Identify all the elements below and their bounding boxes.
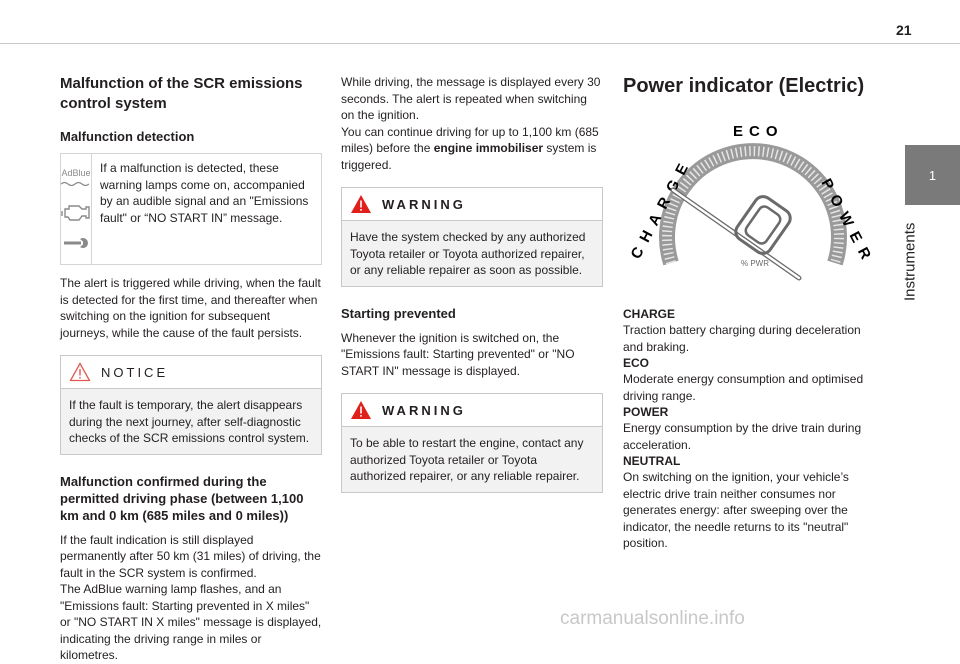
warning-text-1: Have the system checked by any authorized Toyota retailer or Toyota authorized repairer, or any reliable repairer as soon as possible. <box>350 230 586 277</box>
malfunction-confirmed-subheading: Malfunction confirmed during the permitted driving phase (between 1,100 km and 0 km (685 miles and 0 miles)) <box>60 473 304 523</box>
warning-lamps-description: If a malfunction is detected, these warning lamps come on, accompanied by an audible signal and an "Emissions fault" or “NO START IN” message. <box>100 161 309 225</box>
power-indicator-heading: Power indicator (Electric) <box>623 75 865 97</box>
notice-box <box>60 355 322 455</box>
warning-header-2 <box>342 394 602 427</box>
wrench-lamp-icon <box>62 236 90 250</box>
definition-term: POWER <box>623 405 669 419</box>
notice-title: NOTICE <box>101 364 169 380</box>
warning-lamps-icons <box>61 154 92 264</box>
notice-triangle-icon <box>69 362 91 382</box>
definition-text: Energy consumption by the drive train during acceleration. <box>623 421 862 452</box>
warning-header-1 <box>342 188 602 221</box>
definition-term: NEUTRAL <box>623 454 681 468</box>
plug-icon <box>732 193 793 257</box>
warning-text-2: To be able to restart the engine, contact any authorized Toyota retailer or Toyota authorized repairer, or any reliable repairer. <box>350 436 584 483</box>
watermark: carmanualsonline.info <box>560 608 745 629</box>
middle-column <box>341 74 603 511</box>
definition-item <box>623 355 883 404</box>
malfunction-detection-subheading: Malfunction detection <box>60 129 195 144</box>
adblue-lamp-icon: AdBlue <box>61 168 90 188</box>
notice-header <box>61 356 321 389</box>
dial-charge-label: CHARGE <box>627 154 696 262</box>
dial-center-label: % PWR <box>741 259 769 268</box>
definition-item <box>623 306 883 355</box>
engine-immobiliser-term: engine immobiliser <box>433 141 544 155</box>
warning-box-1 <box>341 187 603 287</box>
adblue-flashes-paragraph: The AdBlue warning lamp flashes, and an "Emissions fault: Starting prevented in X miles" or "NO START IN X miles" message is displayed, indicating the driving range in miles or kilometres. <box>60 582 322 662</box>
right-column <box>623 74 883 552</box>
left-column <box>60 74 322 664</box>
notice-text: If the fault is temporary, the alert disappears during the next journey, after self-diagnostic checks of the SCR emissions control system. <box>69 398 310 445</box>
chapter-tab[interactable]: 1 <box>905 145 960 205</box>
definition-text: On switching on the ignition, your vehicle’s electric drive train neither consumes nor generates energy: after sweeping over the indicator, the needle returns to its "neutral" position. <box>623 470 849 550</box>
header-rule <box>0 43 960 44</box>
definition-term: CHARGE <box>623 307 676 321</box>
warning-box-2 <box>341 393 603 493</box>
starting-prevented-subheading: Starting prevented <box>341 305 456 321</box>
chapter-label: Instruments <box>901 222 919 302</box>
dial-eco-label: ECO <box>733 123 784 140</box>
fault-confirmed-paragraph: If the fault indication is still displayed permanently after 50 km (31 miles) of driving, the fault in the SCR system is confirmed. <box>60 532 321 580</box>
definition-text: Moderate energy consumption and optimised driving range. <box>623 372 864 403</box>
warning-title-1: WARNING <box>382 196 466 212</box>
definition-item <box>623 453 883 552</box>
message-repeat-paragraph: While driving, the message is displayed every 30 seconds. The alert is repeated when switching on the ignition. <box>341 75 601 122</box>
engine-lamp-icon <box>61 201 91 223</box>
power-indicator-dial <box>623 108 883 298</box>
scr-malfunction-heading: Malfunction of the SCR emissions control system <box>60 75 303 112</box>
warning-title-2: WARNING <box>382 402 466 418</box>
warning-triangle-icon <box>350 400 372 420</box>
continue-driving-paragraph: You can continue driving for up to 1,100 km (685 miles) before the engine immobiliser system is triggered. <box>341 124 599 172</box>
dial-power-label: POWER <box>817 175 878 270</box>
warning-triangle-icon <box>350 194 372 214</box>
page-number: 21 <box>896 22 912 38</box>
warning-lamps-table <box>60 153 322 265</box>
starting-prevented-paragraph: Whenever the ignition is switched on, the "Emissions fault: Starting prevented" or "NO START IN" message is displayed. <box>341 330 575 378</box>
definition-term: ECO <box>623 356 650 370</box>
definitions-list <box>623 306 883 552</box>
definition-item <box>623 404 883 453</box>
alert-trigger-paragraph: The alert is triggered while driving, when the fault is detected for the first time, and thereafter when switching on the ignition for subsequent journeys, while the cause of the fault persists. <box>60 276 321 340</box>
definition-text: Traction battery charging during deceleration and braking. <box>623 323 861 354</box>
